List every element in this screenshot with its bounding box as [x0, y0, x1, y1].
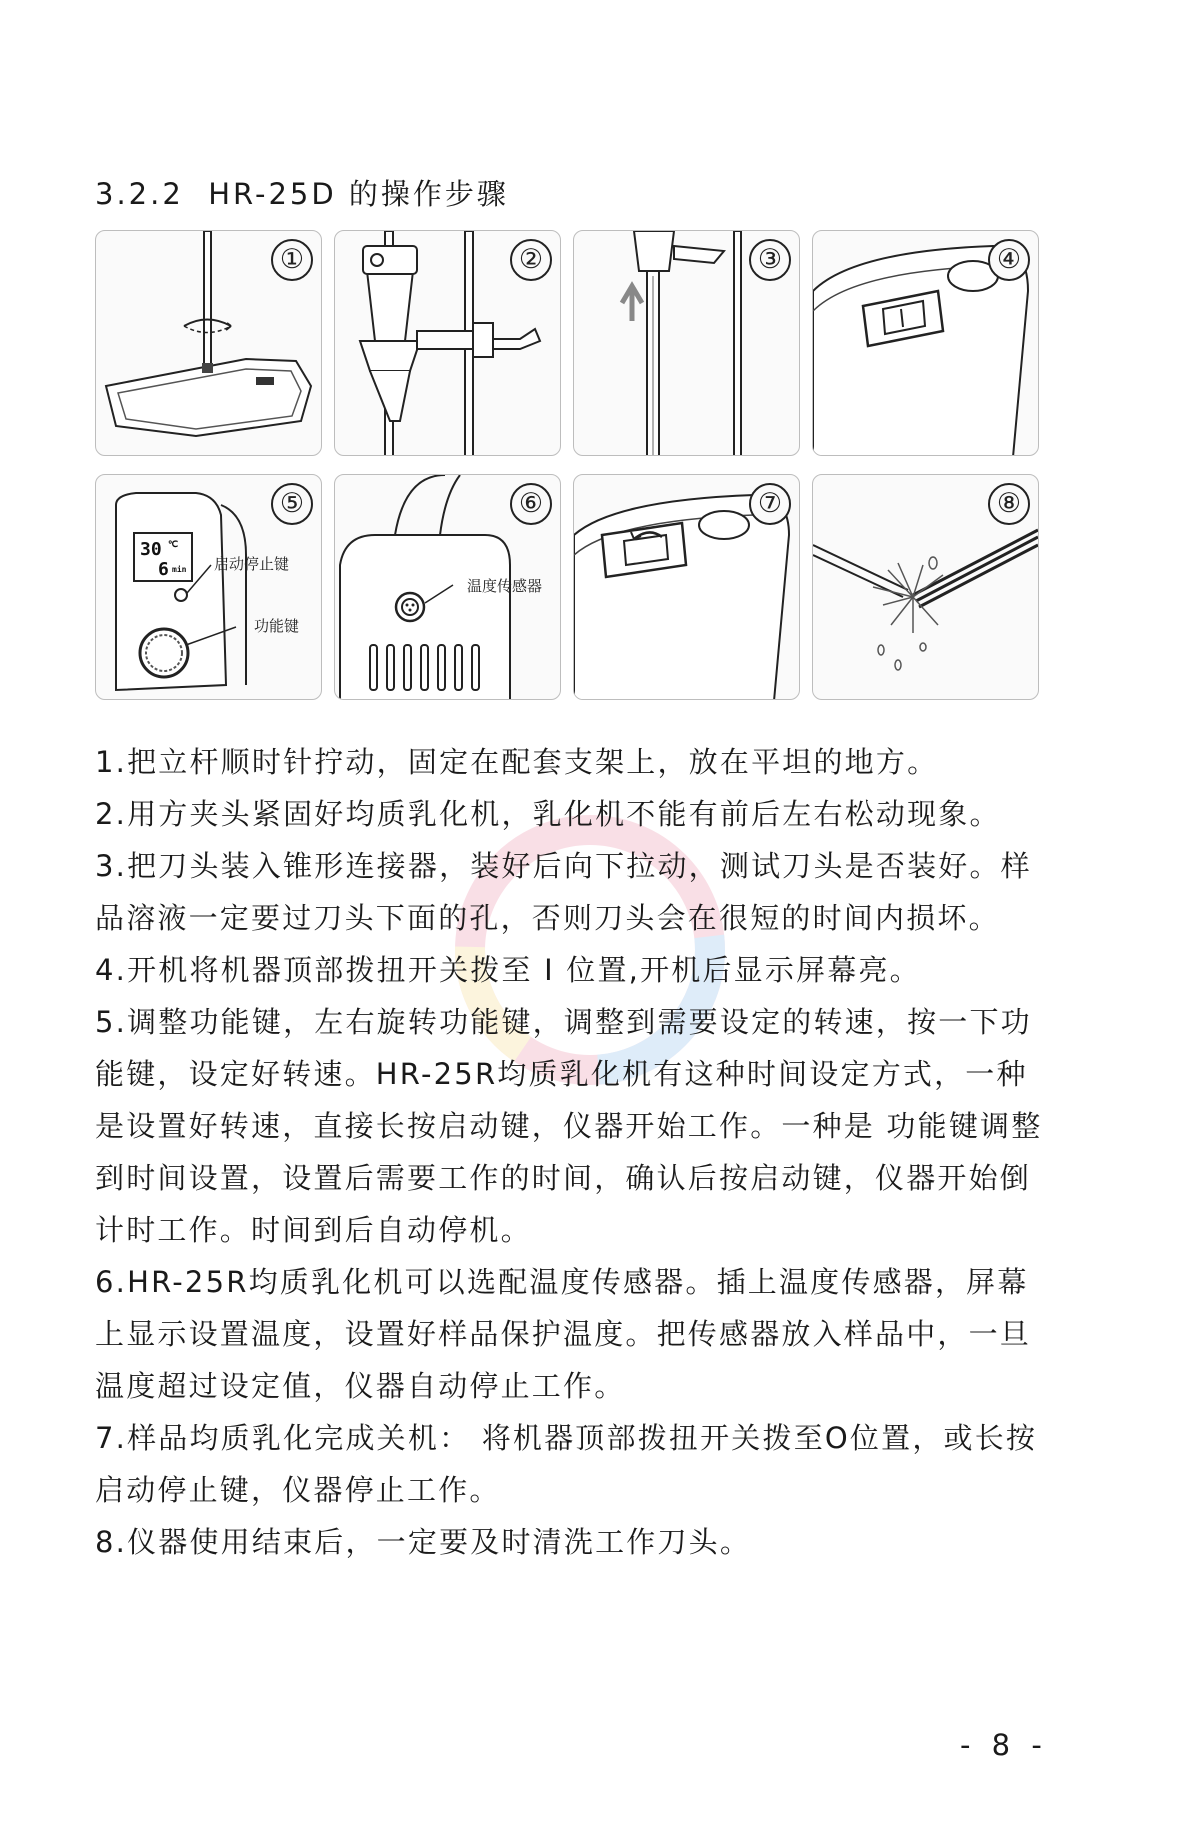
function-key-label: 功能键 — [254, 617, 300, 635]
step-number-4: ④ — [988, 239, 1030, 281]
display-bottom-unit: min — [172, 565, 187, 574]
temperature-sensor-label: 温度传感器 — [467, 577, 543, 595]
step-3-text: 3.把刀头装入锥形连接器，装好后向下拉动，测试刀头是否装好。样品溶液一定要过刀头下面的孔，否则刀头会在很短的时间内损坏。 — [95, 849, 1032, 935]
step-6-text: 6.HR-25R均质乳化机可以选配温度传感器。插上温度传感器，屏幕上显示设置温度，设置好样品保护温度。把传感器放入样品中，一旦温度超过设定值，仪器自动停止工作。 — [95, 1265, 1032, 1403]
step-number-5: ⑤ — [271, 483, 313, 525]
section-heading: 3.2.2 HR-25D 的操作步骤 — [95, 177, 509, 211]
panel-1 — [95, 230, 322, 456]
panel-7 — [573, 474, 800, 700]
step-2-text: 2.用方夹头紧固好均质乳化机，乳化机不能有前后左右松动现象。 — [95, 797, 1001, 831]
step-number-2: ② — [510, 239, 552, 281]
panel-3 — [573, 230, 800, 456]
step-number-7: ⑦ — [749, 483, 791, 525]
step-8-text: 8.仪器使用结束后，一定要及时清洗工作刀头。 — [95, 1525, 752, 1559]
illustration-grid — [95, 230, 1041, 704]
page-number: - 8 - — [960, 1728, 1048, 1762]
display-top-unit: ℃ — [168, 540, 179, 550]
display-bottom-value: 6 — [158, 559, 169, 580]
panel-4 — [812, 230, 1039, 456]
step-number-3: ③ — [749, 239, 791, 281]
step-1-text: 1.把立杆顺时针拧动，固定在配套支架上，放在平坦的地方。 — [95, 745, 939, 779]
display-top-value: 30 — [140, 539, 162, 560]
start-stop-key-label: 启动停止键 — [214, 555, 290, 573]
step-number-1: ① — [271, 239, 313, 281]
panel-2 — [334, 230, 561, 456]
step-4-text: 4.开机将机器顶部拨扭开关拨至 I 位置,开机后显示屏幕亮。 — [95, 953, 921, 987]
panel-8 — [812, 474, 1039, 700]
steps-list — [95, 736, 1045, 1568]
step-number-8: ⑧ — [988, 483, 1030, 525]
panel-6 — [334, 474, 561, 700]
step-5-text: 5.调整功能键，左右旋转功能键，调整到需要设定的转速，按一下功能键，设定好转速。HR-25R均质乳化机有这种时间设定方式，一种是设置好转速，直接长按启动键，仪器开始工作。一种是 功能键调整到时间设置，设置后需要工作的时间，确认后按启动键，仪器开始倒计时工作。时间到后自动停机。 — [95, 1005, 1043, 1247]
step-number-6: ⑥ — [510, 483, 552, 525]
panel-5 — [95, 474, 322, 700]
step-7-text: 7.样品均质乳化完成关机： 将机器顶部拨扭开关拨至O位置，或长按启动停止键，仪器停止工作。 — [95, 1421, 1038, 1507]
